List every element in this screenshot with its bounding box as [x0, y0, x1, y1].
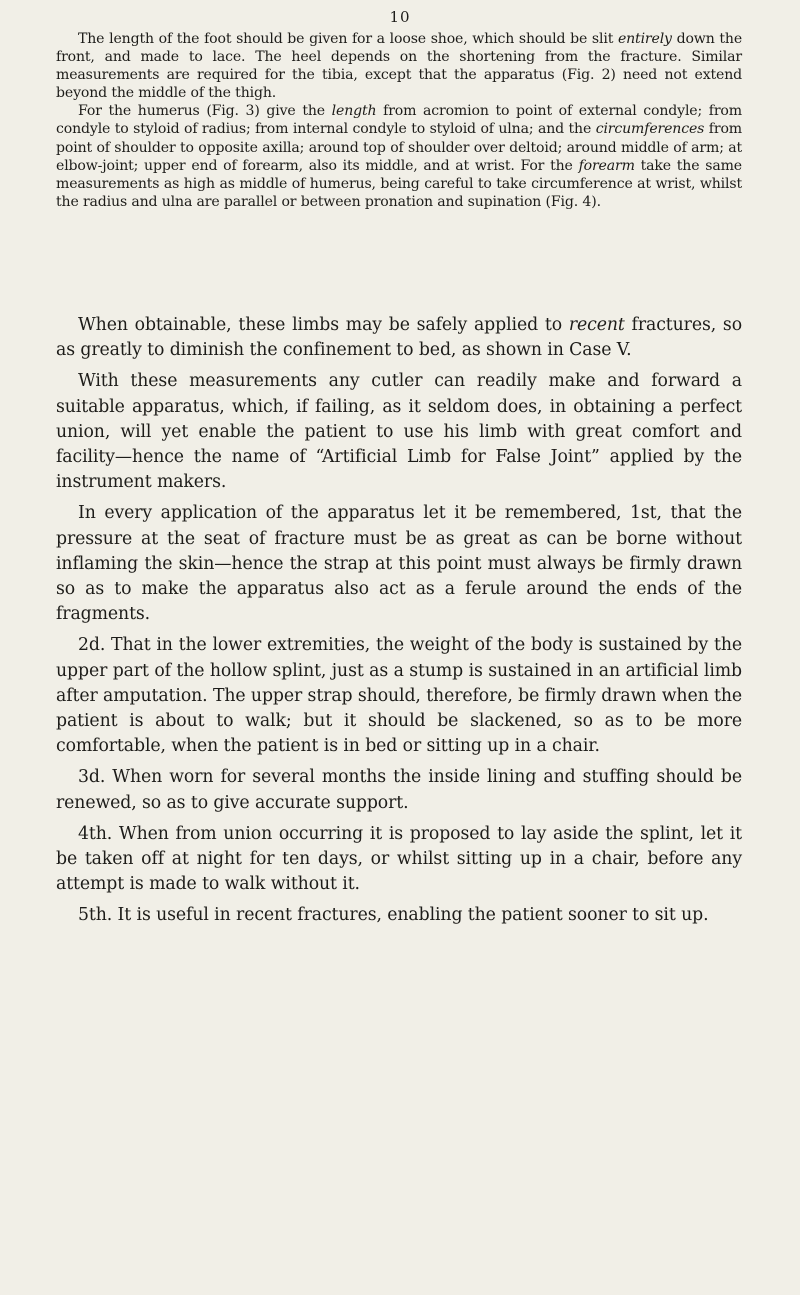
paragraph-humerus: For the humerus (Fig. 3) give the length from acromion to point of external condyle; from condyle to styloid of radius; from internal condyle to styloid of ulna; and the circumferences from point of shoulder to opposite axilla; around top of shoulder over deltoid; around middle of arm; at elbow-joint; upper end of forearm, also its middle, and at wrist. For the forearm take the same measurements as high as middle of humerus, being careful to take circumference at wrist, whilst the radius and ulna are parallel or between pronation and supination (Fig. 4). — [56, 103, 742, 210]
paragraph-fourth-rule: 4th. When from union occurring it is proposed to lay aside the splint, let it be taken off at night for ten days, or whilst sitting up in a chair, before any attempt is made to walk without it. — [56, 823, 742, 895]
measurement-instructions — [56, 30, 742, 211]
paragraph-foot-length: The length of the foot should be given for a loose shoe, which should be slit entirely down the front, and made to lace. The heel depends on the shortening from the fracture. Similar measurements are required for the tibia, except that the apparatus (Fig. 2) need not extend beyond the middle of the thigh. — [56, 31, 743, 102]
application-instructions — [56, 313, 742, 929]
paragraph-recent-fractures: When obtainable, these limbs may be safely applied to recent fractures, so as greatly to diminish the confinement to bed, as shown in Case V. — [56, 315, 742, 361]
emphasis-entirely: entirely — [617, 31, 672, 47]
paragraph-first-rule: In every application of the apparatus let it be remembered, 1st, that the pressure at the seat of fracture must be as great as can be borne without inflaming the skin—hence the strap at this point must always be firmly drawn so as to make the apparatus also act as a ferule around the ends of the fragments. — [56, 503, 742, 625]
emphasis-recent: recent — [568, 315, 625, 335]
emphasis-forearm: forearm — [578, 157, 635, 174]
page-number: 10 — [389, 8, 411, 26]
paragraph-third-rule: 3d. When worn for several months the inside lining and stuffing should be renewed, so as to give accurate support. — [56, 767, 742, 813]
paragraph-fifth-rule: 5th. It is useful in recent fractures, enabling the patient sooner to sit up. — [78, 905, 709, 926]
emphasis-circumferences: circumferences — [595, 121, 705, 138]
emphasis-length: length — [331, 103, 377, 120]
paragraph-cutler: With these measurements any cutler can readily make and forward a suitable apparatus, which, if failing, as it seldom does, in obtaining a perfect union, will yet enable the patient to use his limb with great comfort and facility—hence the name of “Artificial Limb for False Joint” applied by the instrument makers. — [56, 371, 742, 493]
paragraph-second-rule: 2d. That in the lower extremities, the weight of the body is sustained by the upper part of the hollow splint, just as a stump is sustained in an artificial limb after amputation. The upper strap should, therefore, be firmly drawn when the patient is about to walk; but it should be slackened, so as to be more comfortable, when the patient is in bed or sitting up in a chair. — [56, 635, 743, 757]
